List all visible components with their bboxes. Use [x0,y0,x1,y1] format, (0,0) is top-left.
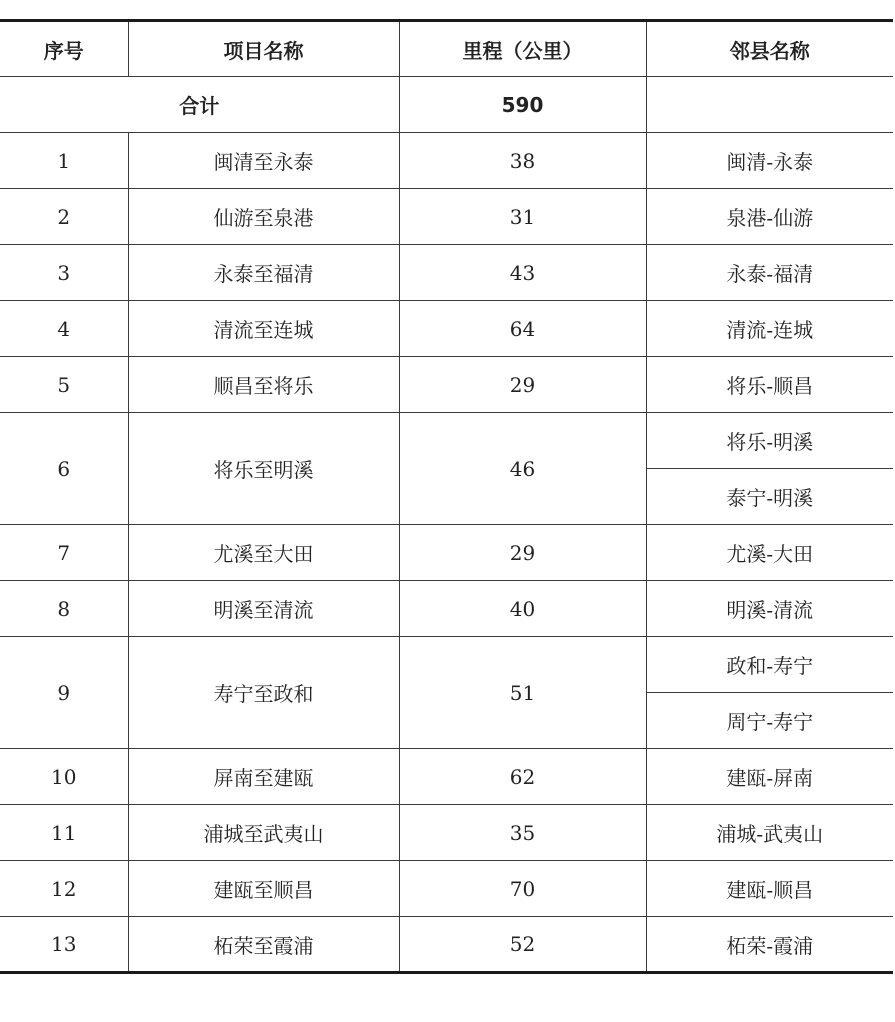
header-no: 序号 [0,21,128,77]
row-number: 9 [0,637,128,749]
neighbor-counties: 泉港-仙游 [646,189,893,245]
row-number: 3 [0,245,128,301]
mileage-value: 62 [399,749,646,805]
project-name: 寿宁至政和 [128,637,399,749]
table-row [0,301,893,357]
neighbor-counties: 政和-寿宁 [646,637,893,693]
neighbor-counties: 泰宁-明溪 [646,469,893,525]
neighbor-counties: 浦城-武夷山 [646,805,893,861]
neighbor-counties: 柘荣-霞浦 [646,917,893,973]
project-name: 浦城至武夷山 [128,805,399,861]
total-neighbor [646,77,893,133]
row-number: 6 [0,413,128,525]
total-row [0,77,893,133]
neighbor-counties: 将乐-顺昌 [646,357,893,413]
table-body [0,77,893,973]
project-name: 建瓯至顺昌 [128,861,399,917]
mileage-value: 35 [399,805,646,861]
row-number: 11 [0,805,128,861]
mileage-value: 46 [399,413,646,525]
row-number: 13 [0,917,128,973]
project-name: 柘荣至霞浦 [128,917,399,973]
neighbor-counties: 建瓯-屏南 [646,749,893,805]
table-row [0,525,893,581]
row-number: 10 [0,749,128,805]
mileage-value: 31 [399,189,646,245]
row-number: 7 [0,525,128,581]
project-name: 屏南至建瓯 [128,749,399,805]
project-name: 顺昌至将乐 [128,357,399,413]
total-mileage: 590 [399,77,646,133]
neighbor-counties: 建瓯-顺昌 [646,861,893,917]
table-row [0,917,893,973]
neighbor-counties: 闽清-永泰 [646,133,893,189]
mileage-value: 51 [399,637,646,749]
table-row [0,637,893,693]
project-name: 将乐至明溪 [128,413,399,525]
table-row [0,749,893,805]
mileage-value: 40 [399,581,646,637]
mileage-value: 29 [399,525,646,581]
table-row [0,357,893,413]
table-row [0,189,893,245]
project-name: 仙游至泉港 [128,189,399,245]
mileage-value: 43 [399,245,646,301]
mileage-value: 52 [399,917,646,973]
total-label: 合计 [0,77,399,133]
header-row [0,21,893,77]
row-number: 8 [0,581,128,637]
mileage-value: 70 [399,861,646,917]
neighbor-counties: 周宁-寿宁 [646,693,893,749]
mileage-value: 64 [399,301,646,357]
project-name: 清流至连城 [128,301,399,357]
neighbor-counties: 尤溪-大田 [646,525,893,581]
table-row [0,581,893,637]
neighbor-counties: 永泰-福清 [646,245,893,301]
row-number: 5 [0,357,128,413]
mileage-value: 38 [399,133,646,189]
table-row [0,413,893,469]
header-mileage: 里程（公里） [399,21,646,77]
neighbor-counties: 明溪-清流 [646,581,893,637]
row-number: 4 [0,301,128,357]
project-table [0,19,893,974]
table-row [0,133,893,189]
table-row [0,861,893,917]
table-row [0,805,893,861]
neighbor-counties: 将乐-明溪 [646,413,893,469]
row-number: 12 [0,861,128,917]
row-number: 2 [0,189,128,245]
project-name: 明溪至清流 [128,581,399,637]
project-name: 永泰至福清 [128,245,399,301]
mileage-value: 29 [399,357,646,413]
header-project-name: 项目名称 [128,21,399,77]
project-name: 闽清至永泰 [128,133,399,189]
header-neighbor-counties: 邻县名称 [646,21,893,77]
neighbor-counties: 清流-连城 [646,301,893,357]
project-name: 尤溪至大田 [128,525,399,581]
table-row [0,245,893,301]
row-number: 1 [0,133,128,189]
